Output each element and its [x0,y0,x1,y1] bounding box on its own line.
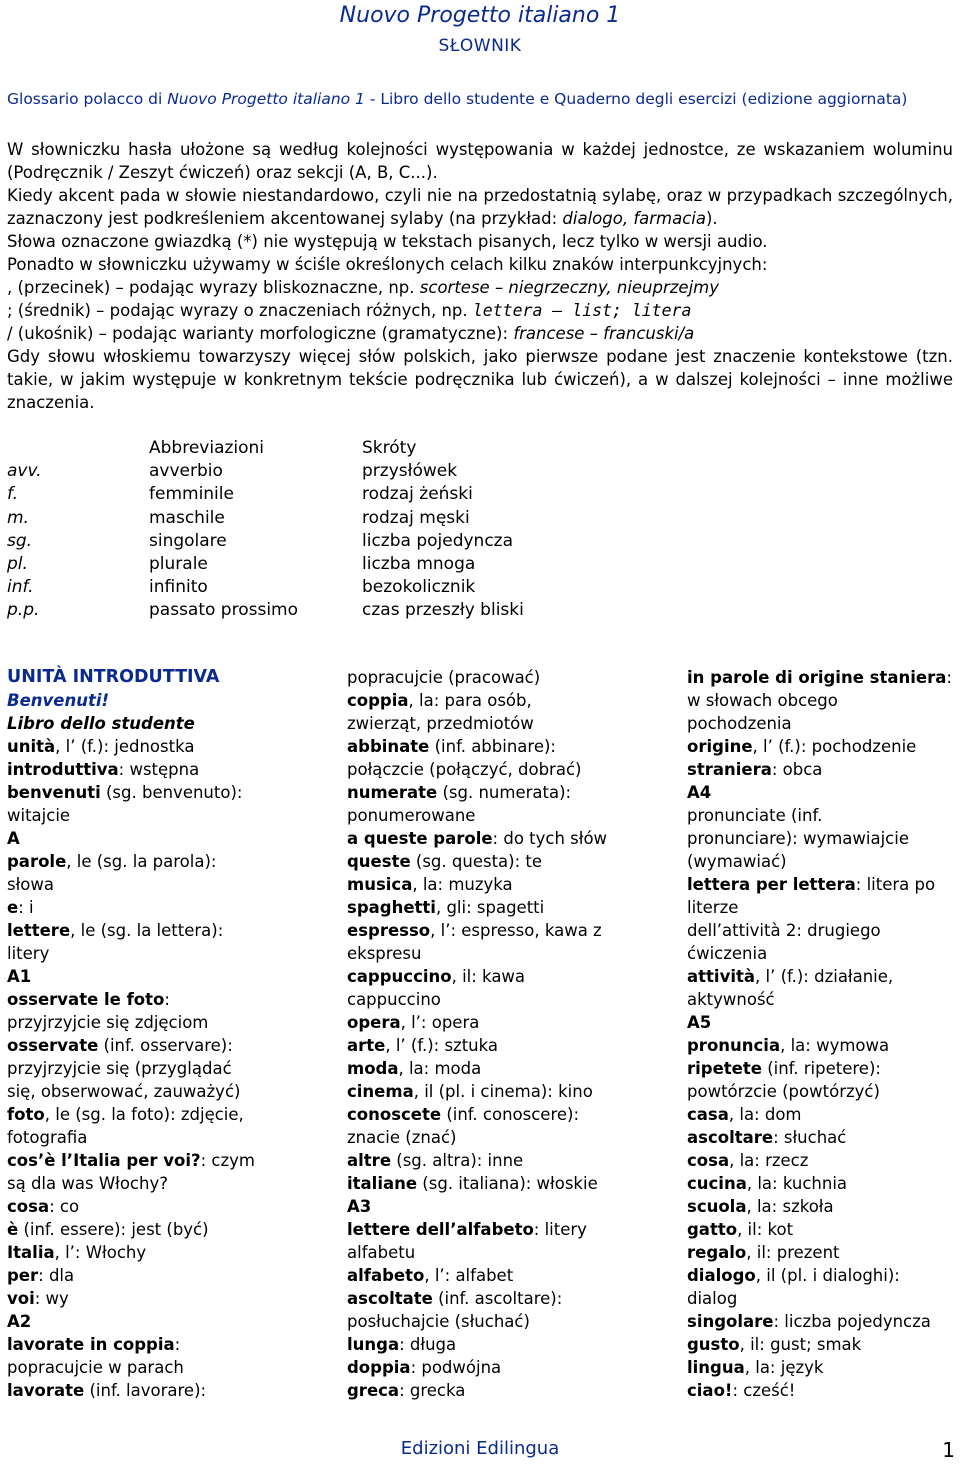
abbreviation-abbr: f. [7,484,19,505]
glossary-line: attività, l’ (f.): działanie, [687,967,894,986]
glossary-line: lettere, le (sg. la lettera): [7,921,224,940]
glossary-line: popracujcie w parach [7,1358,184,1377]
glossary-line: cos’è l’Italia per voi?: czym [7,1151,255,1170]
abbreviation-it: avverbio [149,461,223,482]
header-pl: Skróty [362,438,417,458]
intro-paragraph: Słowa oznaczone gwiazdką (*) nie występują w tekstach pisanych, lecz tylko w wersji audio. [7,232,768,251]
glossary-line: gusto, il: gust; smak [687,1335,862,1354]
glossary-line: pronunciate (inf. [687,806,823,825]
publisher-footer: Edizioni Edilingua [400,1438,560,1459]
glossary-line: per: dla [7,1266,75,1285]
glossary-line: cucina, la: kuchnia [687,1174,848,1193]
glossary-line: A1 [7,967,32,986]
glossary-line: posłuchajcie (słuchać) [347,1312,530,1331]
intro-paragraph: Ponadto w słowniczku używamy w ściśle określonych celach kilku znaków interpunkcyjnych: [7,255,768,274]
glossary-line: numerate (sg. numerata): [347,783,572,802]
glossary-line: znacie (znać) [347,1128,457,1147]
abbreviation-it: singolare [149,530,227,551]
glossary-line: osservate le foto: [7,990,170,1009]
glossary-line: lavorate (inf. lavorare): [7,1381,207,1400]
glossary-line: powtórzcie (powtórzyć) [687,1082,880,1101]
glossary-line: A4 [687,783,712,802]
abbreviation-pl: czas przeszły bliski [362,600,524,621]
page-title: Nuovo Progetto italiano 1 [339,3,621,28]
abbreviation-pl: liczba pojedyncza [362,530,514,551]
glossary-line: straniera: obca [687,760,823,779]
glossary-line: dialogo, il (pl. i dialoghi): [687,1266,900,1285]
glossary-line: cinema, il (pl. i cinema): kino [347,1082,593,1101]
glossary-column-3 [687,666,952,1402]
glossary-line: ripetete (inf. ripetere): [687,1059,881,1078]
abbreviation-abbr: sg. [7,530,33,551]
glossary-line: gatto, il: kot [687,1220,794,1239]
abbreviation-pl: liczba mnoga [362,553,476,574]
glossary-line: origine, l’ (f.): pochodzenie [687,737,917,756]
glossary-line: lettere dell’alfabeto: litery [347,1220,587,1239]
glossary-line: Libro dello studente [7,714,195,733]
glossary-line: słowa [7,875,54,894]
glossary-line: Benvenuti! [7,691,110,710]
glossary-line: lingua, la: język [687,1358,824,1377]
glossary-line: cosa, la: rzecz [687,1151,809,1170]
glossary-line: połączcie (połączyć, dobrać) [347,760,582,779]
glossary-line: espresso, l’: espresso, kawa z [347,921,602,940]
glossary-line: aktywność [687,990,775,1009]
glossary-line: cappuccino [347,990,441,1009]
abbreviation-pl: rodzaj żeński [362,484,473,505]
glossary-line: conoscete (inf. conoscere): [347,1105,580,1124]
glossary-line: dialog [687,1289,738,1308]
glossary-line: przyjrzyjcie się (przyglądać [7,1059,232,1078]
glossary-line: unità, l’ (f.): jednostka [7,737,195,756]
glossary-line: popracujcie (pracować) [347,668,541,687]
glossary-line: abbinate (inf. abbinare): [347,737,556,756]
glossary-line: są dla was Włochy? [7,1174,168,1193]
intro-paragraph: ; (średnik) – podając wyrazy o znaczeniach różnych, np. lettera – list; litera [7,301,692,320]
abbreviation-pl: rodzaj męski [362,507,470,528]
intro-text [7,138,953,414]
glossary-line: A [7,829,20,848]
glossary-line: literze [687,898,739,917]
glossary-line: coppia, la: para osób, [347,691,532,710]
glossary-line: ascoltate (inf. ascoltare): [347,1289,563,1308]
glossary-column-2 [347,666,607,1402]
intro-paragraph: W słowniczku hasła ułożone są według kolejności występowania w każdej jednostce, ze wskazaniem woluminu (Podręcznik / Zeszyt ćwiczeń) oraz sekcji (A, B, C...). [7,140,953,182]
abbreviation-it: passato prossimo [149,600,299,621]
abbreviation-it: infinito [149,577,208,598]
glossary-line: ekspresu [347,944,422,963]
glossary-line: cosa: co [7,1197,80,1216]
glossary-line: è (inf. essere): jest (być) [7,1220,209,1239]
intro-paragraph: , (przecinek) – podając wyrazy bliskoznaczne, np. scortese – niegrzeczny, nieuprzejmy [7,278,720,297]
abbreviation-pl: bezokolicznik [362,577,476,598]
abbreviation-abbr: avv. [7,461,42,482]
glossary-line: ascoltare: słuchać [687,1128,847,1147]
glossary-line: regalo, il: prezent [687,1243,840,1262]
glossary-line: ponumerowane [347,806,476,825]
glossary-line: musica, la: muzyka [347,875,513,894]
glossary-line: moda, la: moda [347,1059,482,1078]
abbreviation-abbr: inf. [7,577,34,598]
abbreviation-abbr: p.p. [7,600,40,621]
glossary-line: Italia, l’: Włochy [7,1243,147,1262]
glossary-line: arte, l’ (f.): sztuka [347,1036,499,1055]
glossary-line: Glossario polacco di Nuovo Progetto italiano 1 - Libro dello studente e Quaderno degli esercizi (edizione aggiornata) [7,90,908,108]
glossary-line: introduttiva: wstępna [7,760,200,779]
glossary-line: opera, l’: opera [347,1013,480,1032]
glossary-line: benvenuti (sg. benvenuto): [7,783,243,802]
glossary-line: ćwiczenia [687,944,768,963]
glossary-line: ciao!: cześć! [687,1381,796,1400]
page-subtitle: SŁOWNIK [438,36,522,56]
glossary-line: w słowach obcego [687,691,838,710]
glossary-line: A3 [347,1197,372,1216]
glossary-line: spaghetti, gli: spagetti [347,898,545,917]
glossary-line: lettera per lettera: litera po [687,875,936,894]
glossary-line: lunga: długa [347,1335,457,1354]
intro-paragraph: Gdy słowu włoskiemu towarzyszy więcej słów polskich, jako pierwsze podane jest znaczenie kontekstowe (tzn. takie, w jakim występuje w konkretnym tekście podręcznika lub ćwiczeń), a w dalszej kolejności – inne możliwe znaczenia. [7,347,953,412]
glossary-line: e: i [7,898,34,917]
glossary-line: singolare: liczba pojedyncza [687,1312,931,1331]
abbreviation-pl: przysłówek [362,461,458,482]
glossary-line: zwierząt, przedmiotów [347,714,534,733]
glossary-column-1 [7,666,255,1402]
abbreviation-it: plurale [149,553,208,574]
glossary-line: lavorate in coppia: [7,1335,181,1354]
glossary-line: greca: grecka [347,1381,466,1400]
glossary-line: foto, le (sg. la foto): zdjęcie, [7,1105,244,1124]
glossary-line: się, obserwować, zauważyć) [7,1082,241,1101]
abbreviation-abbr: m. [7,507,29,528]
page-number: 1 [942,1438,955,1462]
glossary-line: alfabetu [347,1243,416,1262]
glossary-line: scuola, la: szkoła [687,1197,834,1216]
glossary-line: altre (sg. altra): inne [347,1151,524,1170]
glossary-line: casa, la: dom [687,1105,802,1124]
glossary-line: UNITÀ INTRODUTTIVA [7,667,220,687]
glossary-line: pochodzenia [687,714,792,733]
glossary-line: queste (sg. questa): te [347,852,543,871]
glossary-line: in parole di origine staniera: [687,668,952,687]
glossary-line: dell’attività 2: drugiego [687,921,881,940]
header-it: Abbreviazioni [149,438,265,458]
glossary-line: a queste parole: do tych słów [347,829,608,848]
glossary-line: litery [7,944,50,963]
glossary-line: parole, le (sg. la parola): [7,852,217,871]
glossary-line: witajcie [7,806,71,825]
abbreviation-abbr: pl. [7,553,28,574]
intro-paragraph: / (ukośnik) – podając warianty morfologiczne (gramatyczne): francese – francuski/a [7,324,695,343]
glossary-line: przyjrzyjcie się zdjęciom [7,1013,209,1032]
glossary-line: voi: wy [7,1289,69,1308]
glossary-line: pronunciare): wymawiajcie [687,829,909,848]
glossary-line: osservate (inf. osservare): [7,1036,233,1055]
glossary-line: (wymawiać) [687,852,787,871]
abbreviation-it: maschile [149,507,225,528]
glossary-line: doppia: podwójna [347,1358,502,1377]
glossary-line: cappuccino, il: kawa [347,967,526,986]
glossary-line: fotografia [7,1128,88,1147]
glossary-line: alfabeto, l’: alfabet [347,1266,514,1285]
glossary-line: A5 [687,1013,712,1032]
glossary-line: A2 [7,1312,32,1331]
intro-paragraph: Kiedy akcent pada w słowie niestandardowo, czyli nie na przedostatnią sylabę, oraz w przypadkach szczególnych, zaznaczony jest podkreśleniem akcentowanej sylaby (na przykład: dialogo, farmacia). [7,186,953,228]
glossary-line: pronuncia, la: wymowa [687,1036,890,1055]
glossary-line: italiane (sg. italiana): włoskie [347,1174,598,1193]
abbreviation-it: femminile [149,484,234,505]
